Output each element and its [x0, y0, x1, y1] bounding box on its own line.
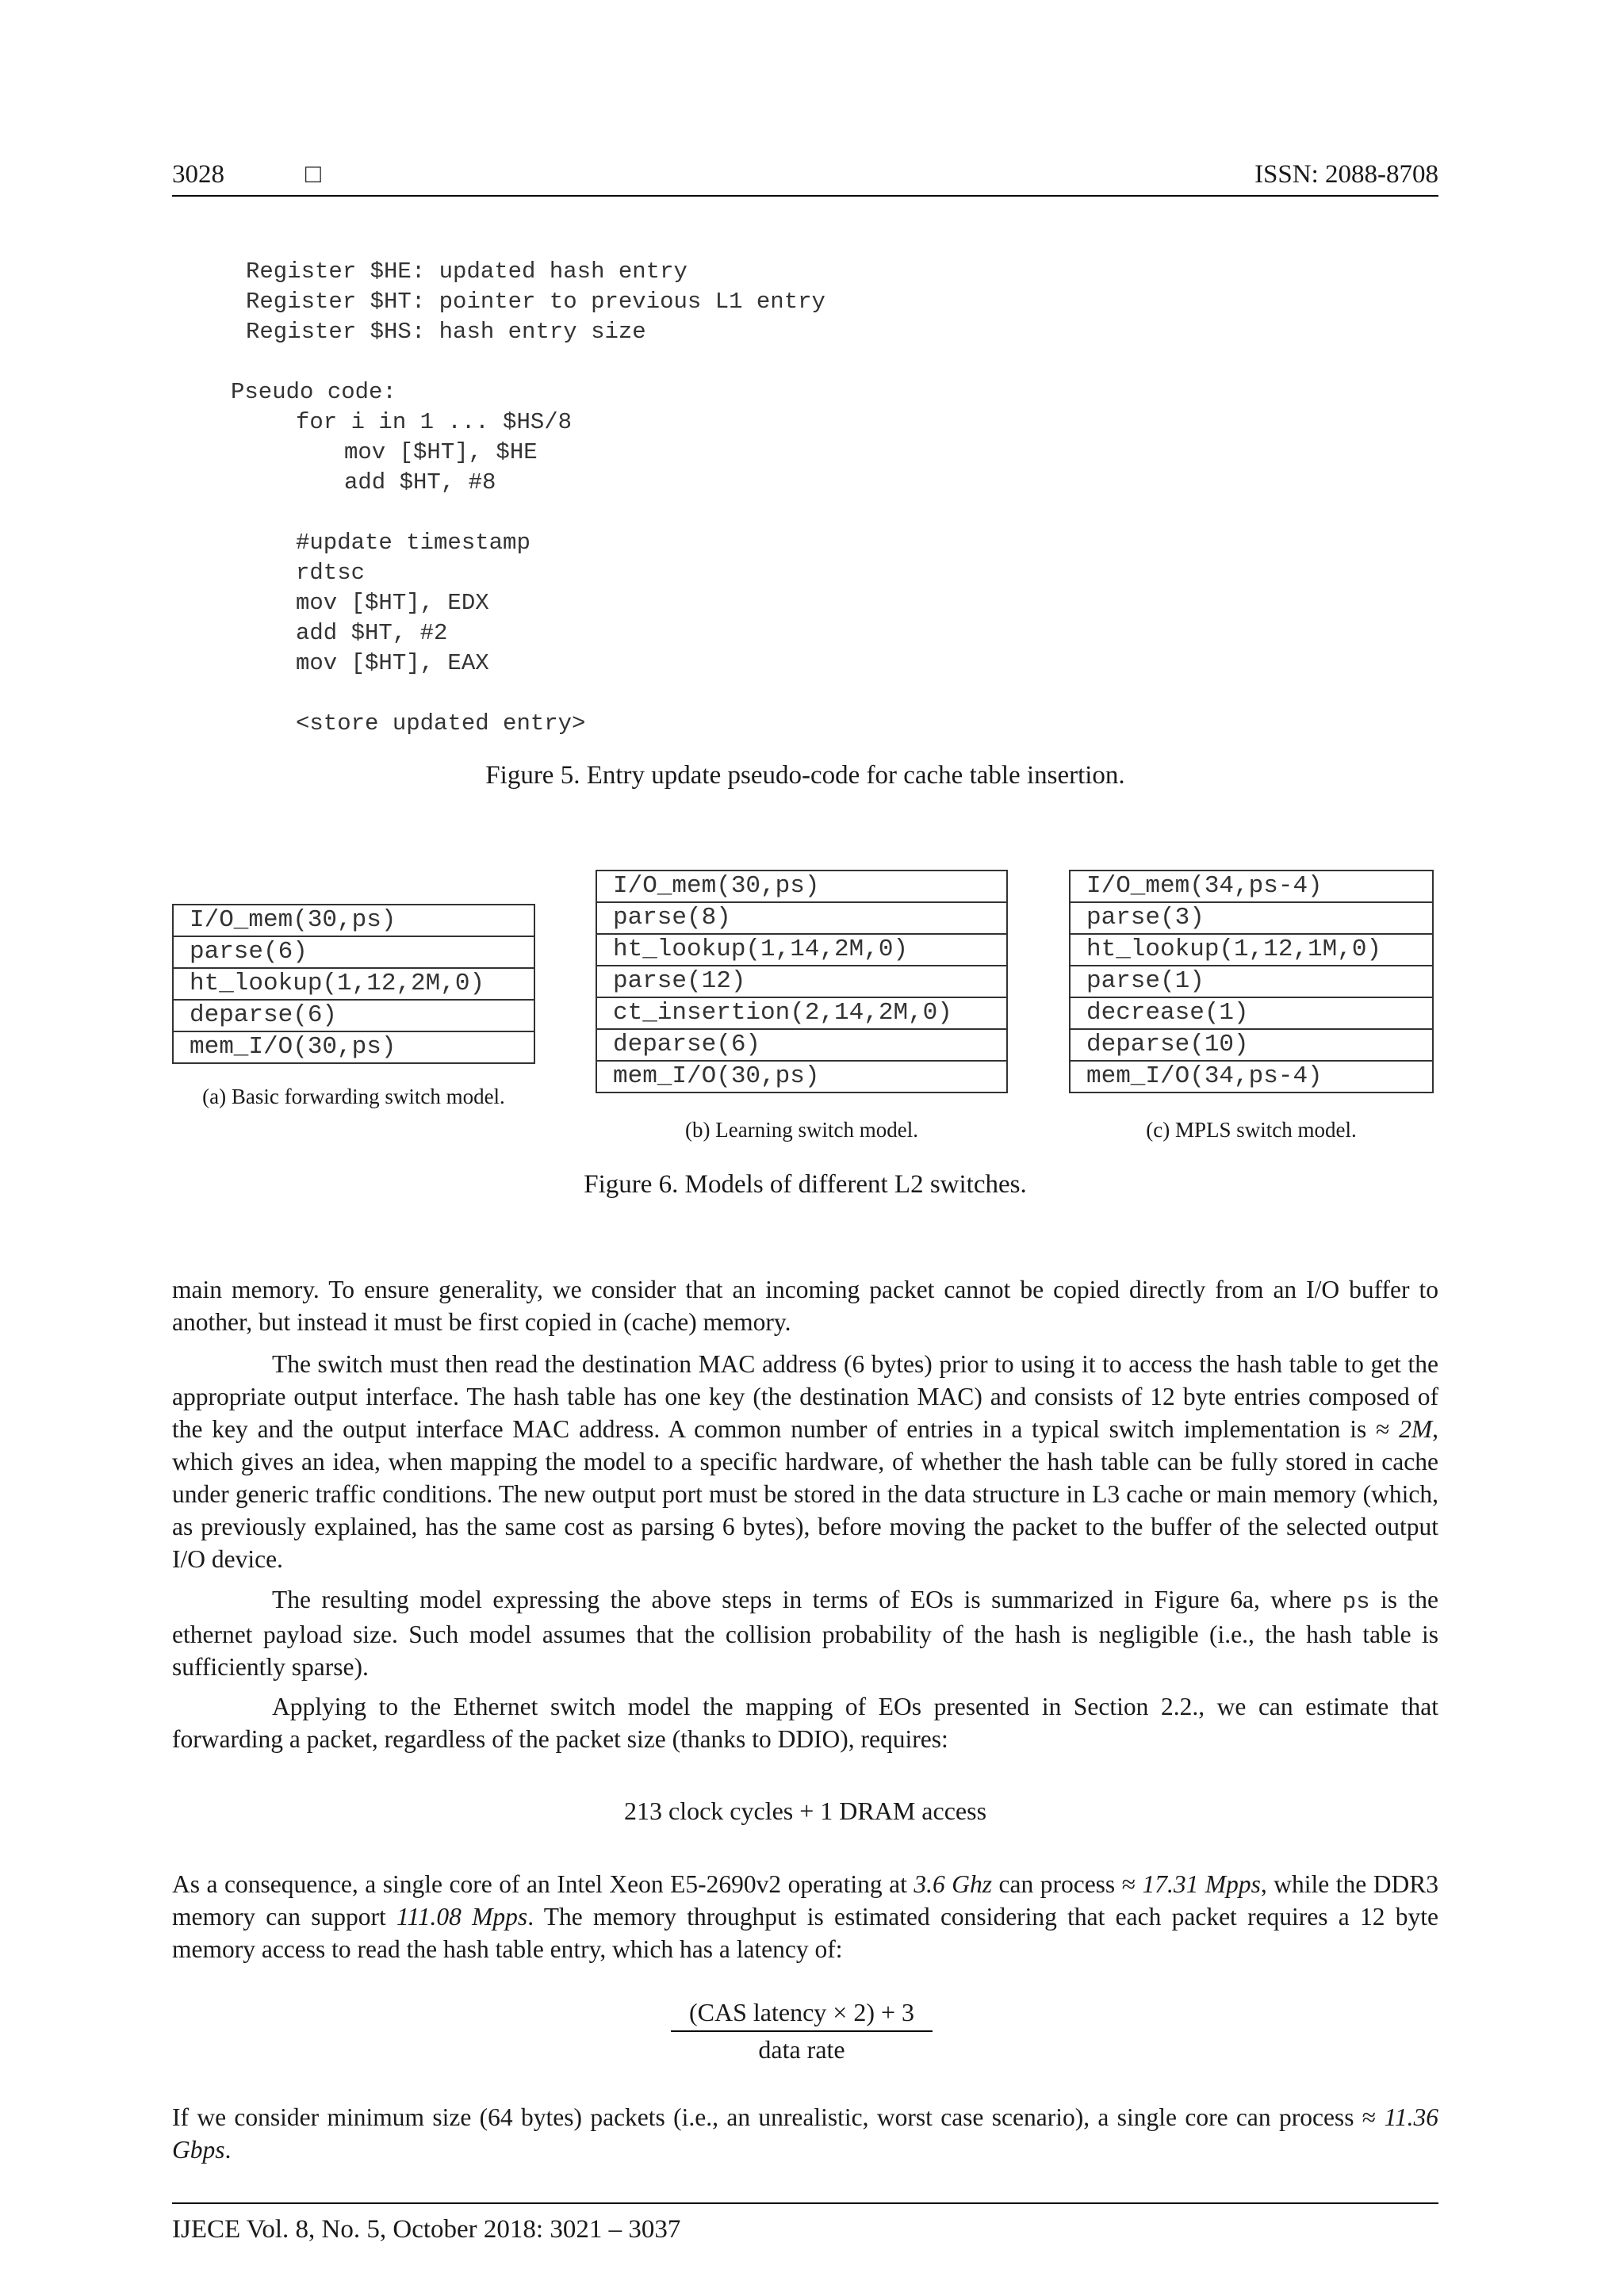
- p3-text: is the ethernet payload size. Such model assumes that the collision probability of the hash is negligible (i.e., the hash table is sufficiently sparse).: [172, 1586, 1438, 1681]
- model-b-row: ht_lookup(1,14,2M,0): [596, 934, 1007, 966]
- model-b-row: ct_insertion(2,14,2M,0): [596, 997, 1007, 1029]
- p6-text: .: [224, 2136, 232, 2164]
- model-a-row: I/O_mem(30,ps): [173, 905, 534, 936]
- p5-text: can process ≈: [992, 1870, 1143, 1898]
- model-a-row: ht_lookup(1,12,2M,0): [173, 968, 534, 1000]
- model-b-caption: (b) Learning switch model.: [685, 1118, 918, 1142]
- code-line: mov [$HT], EDX: [296, 590, 489, 616]
- model-b-row: parse(8): [596, 902, 1007, 934]
- model-c-row: decrease(1): [1070, 997, 1433, 1029]
- paragraph-3: [172, 1583, 1438, 1683]
- paragraph-5: [172, 1868, 1438, 1965]
- p3-code: ps: [1342, 1589, 1370, 1615]
- latency-fraction: [671, 1998, 933, 2064]
- model-b-table: [596, 870, 1008, 1093]
- model-c-caption: (c) MPLS switch model.: [1146, 1118, 1357, 1142]
- p6-gbps: 11.36 Gbps: [172, 2103, 1438, 2164]
- page-footer: IJECE Vol. 8, No. 5, October 2018: 3021 – 3037: [172, 2202, 1438, 2244]
- model-a-row: parse(6): [173, 936, 534, 968]
- code-line: Register $HT: pointer to previous L1 entry: [246, 289, 825, 315]
- code-line: for i in 1 ... $HS/8: [296, 409, 573, 435]
- model-c-row: mem_I/O(34,ps-4): [1070, 1061, 1433, 1093]
- model-c-row: deparse(10): [1070, 1029, 1433, 1061]
- page-number: 3028: [172, 160, 224, 189]
- page-header: [172, 159, 1438, 197]
- model-c-row: ht_lookup(1,12,1M,0): [1070, 934, 1433, 966]
- p5-freq: 3.6 Ghz: [914, 1870, 992, 1898]
- issn: ISSN: 2088-8708: [1254, 160, 1438, 189]
- p5-mpps: 17.31 Mpps: [1142, 1870, 1261, 1898]
- model-b-row: I/O_mem(30,ps): [596, 871, 1007, 902]
- code-line: Register $HE: updated hash entry: [246, 258, 688, 285]
- header-square-symbol: □: [305, 160, 321, 189]
- model-b-row: deparse(6): [596, 1029, 1007, 1061]
- p5-mpps2: 111.08 Mpps: [396, 1903, 528, 1931]
- fraction-denominator: data rate: [758, 2035, 845, 2064]
- p5-text: . The memory throughput is estimated considering that each packet requires a 12 byte memory access to read the hash table entry, which has a latency of:: [172, 1903, 1439, 1963]
- equation-cycles: 213 clock cycles + 1 DRAM access: [623, 1797, 987, 1825]
- code-line: mov [$HT], EAX: [296, 650, 489, 676]
- p2-text: , which gives an idea, when mapping the model to a specific hardware, of whether the hash table can be fully stored in cache under generic traffic conditions. The new output port must be stored in the data structure in L3 cache or main memory (which, as previously explained, has the same cost as parsing 6 bytes), before moving the packet to the buffer of the selected output I/O device.: [172, 1415, 1438, 1573]
- model-b-row: parse(12): [596, 966, 1007, 997]
- fraction-numerator: (CAS latency × 2) + 3: [671, 1998, 933, 2032]
- paragraph-4: Applying to the Ethernet switch model the mapping of EOs presented in Section 2.2., we can estimate that forwarding a packet, regardless of the packet size (thanks to DDIO), requires:: [172, 1693, 1438, 1753]
- code-line: mov [$HT], $HE: [344, 439, 538, 465]
- code-line: Register $HS: hash entry size: [246, 319, 646, 345]
- p3-text: The resulting model expressing the above steps in terms of EOs is summarized in Figure 6a, where: [272, 1586, 1342, 1613]
- p6-text: If we consider minimum size (64 bytes) packets (i.e., an unrealistic, worst case scenario), a single core can process ≈: [172, 2103, 1385, 2131]
- code-line: add $HT, #8: [344, 469, 496, 496]
- p5-text: , while the DDR3 memory can support: [172, 1870, 1438, 1931]
- model-c-row: I/O_mem(34,ps-4): [1070, 871, 1433, 902]
- figure6-caption: Figure 6. Models of different L2 switches.: [584, 1170, 1027, 1199]
- code-line: rdtsc: [296, 560, 366, 586]
- p5-text: As a consequence, a single core of an Intel Xeon E5-2690v2 operating at: [172, 1870, 914, 1898]
- model-c-row: parse(3): [1070, 902, 1433, 934]
- code-line: #update timestamp: [296, 530, 530, 556]
- model-a-row: mem_I/O(30,ps): [173, 1031, 534, 1063]
- code-line: Pseudo code:: [231, 379, 396, 405]
- model-c-row: parse(1): [1070, 966, 1433, 997]
- model-c-table: [1069, 870, 1434, 1093]
- figure5-caption: Figure 5. Entry update pseudo-code for cache table insertion.: [485, 761, 1125, 790]
- model-a-row: deparse(6): [173, 1000, 534, 1031]
- model-b-row: mem_I/O(30,ps): [596, 1061, 1007, 1093]
- model-a-caption: (a) Basic forwarding switch model.: [202, 1085, 505, 1108]
- code-line: <store updated entry>: [296, 710, 586, 737]
- paragraph-6: [172, 2101, 1438, 2166]
- p2-text: The switch must then read the destination MAC address (6 bytes) prior to using it to access the hash table to get the appropriate output interface. The hash table has one key (the destination MAC) and consists of 12 byte entries composed of the key and the output interface MAC address. A common number of entries in a typical switch implementation is ≈: [172, 1350, 1438, 1443]
- paragraph-1: main memory. To ensure generality, we consider that an incoming packet cannot be copied directly from an I/O buffer to another, but instead it must be first copied in (cache) memory.: [172, 1276, 1438, 1336]
- paragraph-2: [172, 1348, 1438, 1575]
- model-a-table: [172, 904, 535, 1064]
- code-line: add $HT, #2: [296, 620, 448, 646]
- p2-math: 2M: [1399, 1415, 1433, 1443]
